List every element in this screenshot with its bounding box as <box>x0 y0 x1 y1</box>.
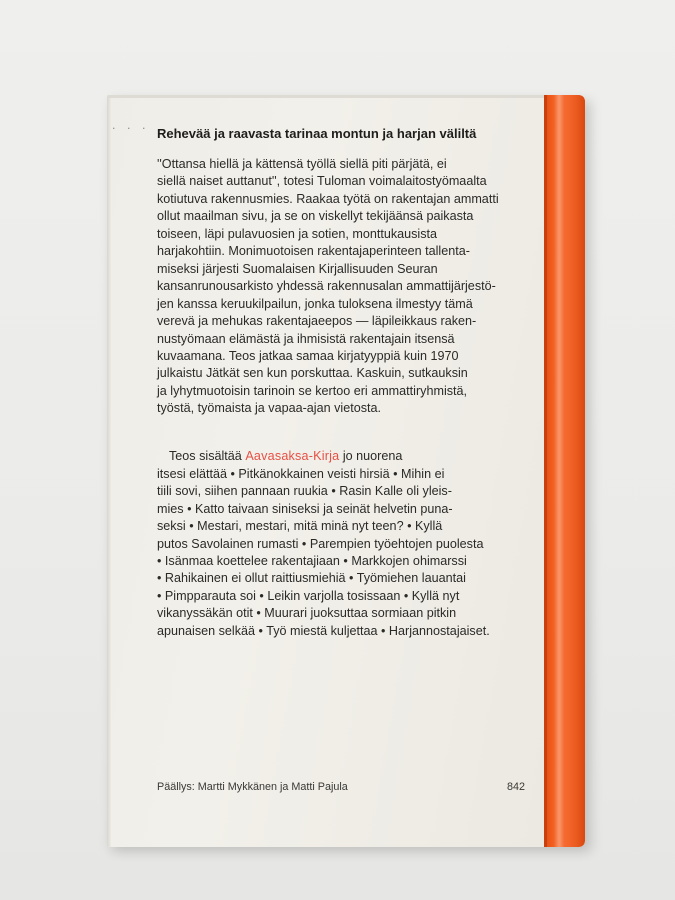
book-spine <box>544 95 585 847</box>
contents-first-line-end: jo nuorena <box>342 449 403 464</box>
cover-top-edge <box>107 95 585 98</box>
catalog-number: 842 <box>507 781 526 793</box>
back-cover-text <box>157 125 539 658</box>
spine-gloss <box>554 95 564 847</box>
back-cover-headline: Rehevää ja raavasta tarinaa montun ja harjan väliltä <box>157 126 477 141</box>
contents-intro: Teos sisältää <box>169 449 242 464</box>
publisher-stamp: Aavasaksa-Kirja <box>245 449 340 464</box>
back-cover-description: ''Ottansa hiellä ja kättensä työllä siellä piti pärjätä, ei siellä naiset auttanut'', totesi Tuloman voimalaitostyömaalta kotiutuva rakennusmies. Raakaa työtä on rakentajan ammatti ollut maailman sivu, ja se on viskellyt tekijäänsä paikasta toiseen, läpi pulavuosien ja sotien, monttukausista harjakohtiin. Monimuotoisen rakentajaperinteen tallenta- miseksi järjesti Suomalaisen Kirjallisuuden Seuran kansanrunousarkisto yhdessä rakennusalan ammattijärjestö- jen kanssa keruukilpailun, jonka tuloksena ilmestyy tämä verevä ja mehukas rakentajaeepos — läpileikkaus raken- nustyömaan elämästä ja ihmisistä rakentajain itsensä kuvaamana. Teos jatkaa samaa kirjatyyppiä kuin 1970 julkaistu Jätkät sen kun porskuttaa. Kaskuin, sutkauksin ja lyhytmuotoisin tarinoin se kertoo eri ammattiryhmistä, työstä, työmaista ja vapaa-ajan vietosta. <box>157 157 499 416</box>
cover-left-edge <box>107 95 111 847</box>
contents-first-line <box>169 448 539 465</box>
book-back-cover <box>107 95 585 847</box>
cover-credits: Päällys: Martti Mykkänen ja Matti Pajula <box>157 781 348 793</box>
contents-list <box>157 431 539 658</box>
cover-speckle-marks: · · · <box>112 122 150 135</box>
spine-hinge <box>544 95 547 847</box>
contents-titles: itsesi elättää • Pitkänokkainen veisti hirsiä • Mihin ei tiili sovi, siihen pannaan ruukia • Rasin Kalle oli yleis- mies • Katto taivaan siniseksi ja seinät helvetin puna- seksi • Mestari, mestari, mitä minä nyt teen? • Kyllä putos Savolainen rumasti • Parempien työehtojen puolesta • Isänmaa koettelee rakentajiaan • Markkojen ohimarssi • Rahikainen ei ollut raittiusmiehiä • Työmiehen lauantai • Pimpparauta soi • Leikin varjolla tosissaan • Kyllä nyt vikanyssäkän otit • Muurari juoksuttaa sormiaan pitkin apunaisen selkää • Työ miestä kuljettaa • Harjannostajaiset. <box>157 466 490 638</box>
